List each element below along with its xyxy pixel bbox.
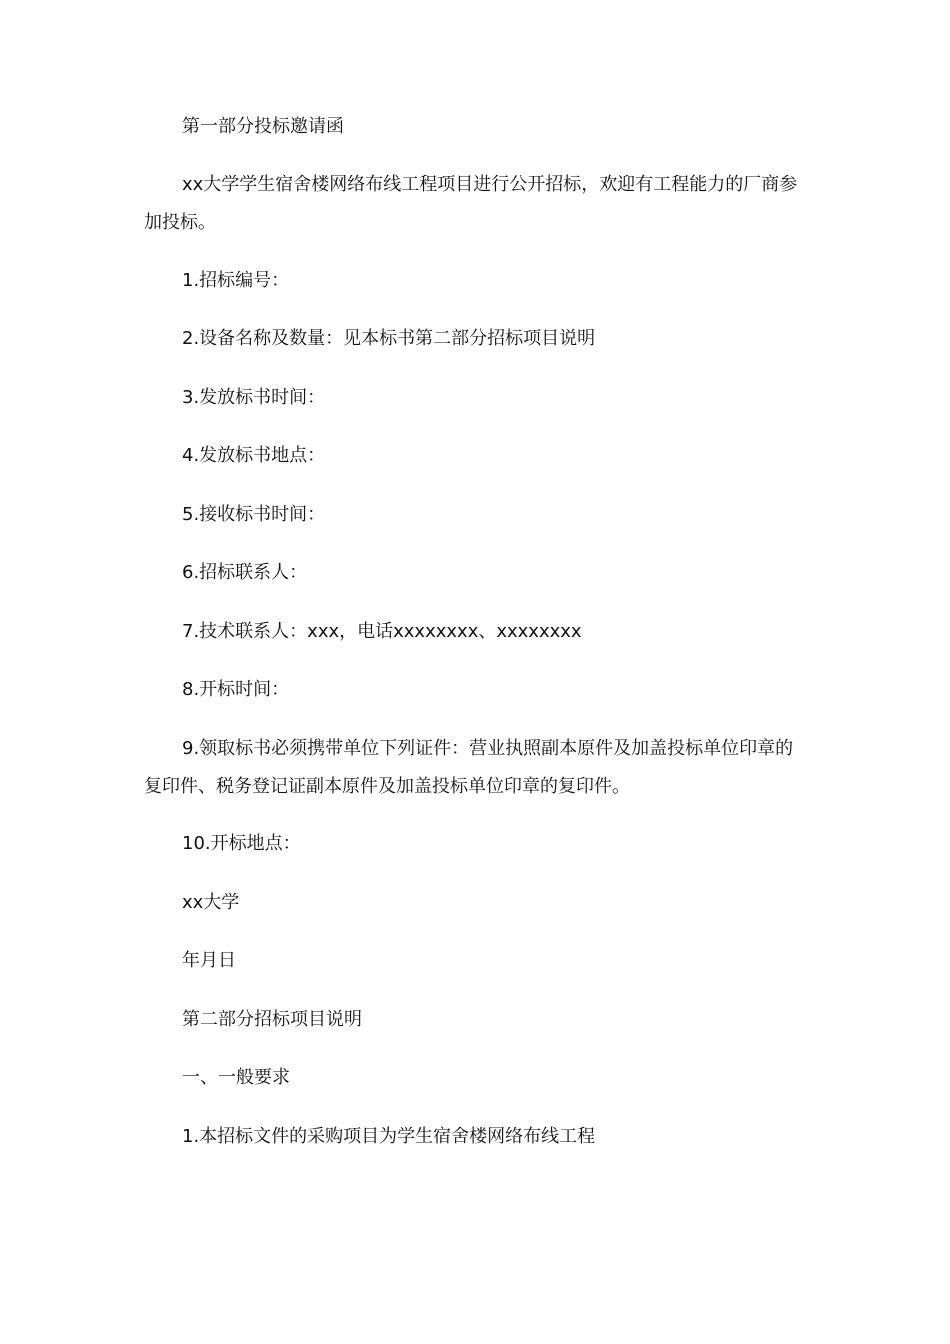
section-heading-part-one: 第一部分投标邀请函: [182, 116, 344, 137]
section-heading-part-two: 第二部分招标项目说明: [182, 1009, 362, 1030]
requirement-item-1: 1.本招标文件的采购项目为学生宿舍楼网络布线工程: [182, 1126, 596, 1147]
item-issue-time: 3.发放标书时间：: [182, 387, 326, 408]
item-receive-time: 5.接收标书时间：: [182, 504, 326, 525]
item-tender-contact: 6.招标联系人：: [182, 562, 308, 583]
intro-paragraph: xx大学学生宿舍楼网络布线工程项目进行公开招标，欢迎有工程能力的厂商参加投标。: [144, 174, 798, 233]
item-opening-place: 10.开标地点：: [182, 833, 301, 854]
item-issue-place: 4.发放标书地点：: [182, 445, 326, 466]
issue-date: 年月日: [182, 950, 236, 971]
item-tech-contact: 7.技术联系人：xxx，电话xxxxxxxx、xxxxxxxx: [182, 621, 582, 642]
item-required-documents: 9.领取标书必须携带单位下列证件：营业执照副本原件及加盖投标单位印章的复印件、税务登记证副本原件及加盖投标单位印章的复印件。: [144, 738, 794, 797]
subsection-general-requirements: 一、一般要求: [182, 1067, 290, 1088]
issuer-name: xx大学: [182, 892, 240, 913]
item-equipment: 2.设备名称及数量：见本标书第二部分招标项目说明: [182, 328, 596, 349]
item-tender-number: 1.招标编号：: [182, 270, 290, 291]
item-opening-time: 8.开标时间：: [182, 679, 290, 700]
